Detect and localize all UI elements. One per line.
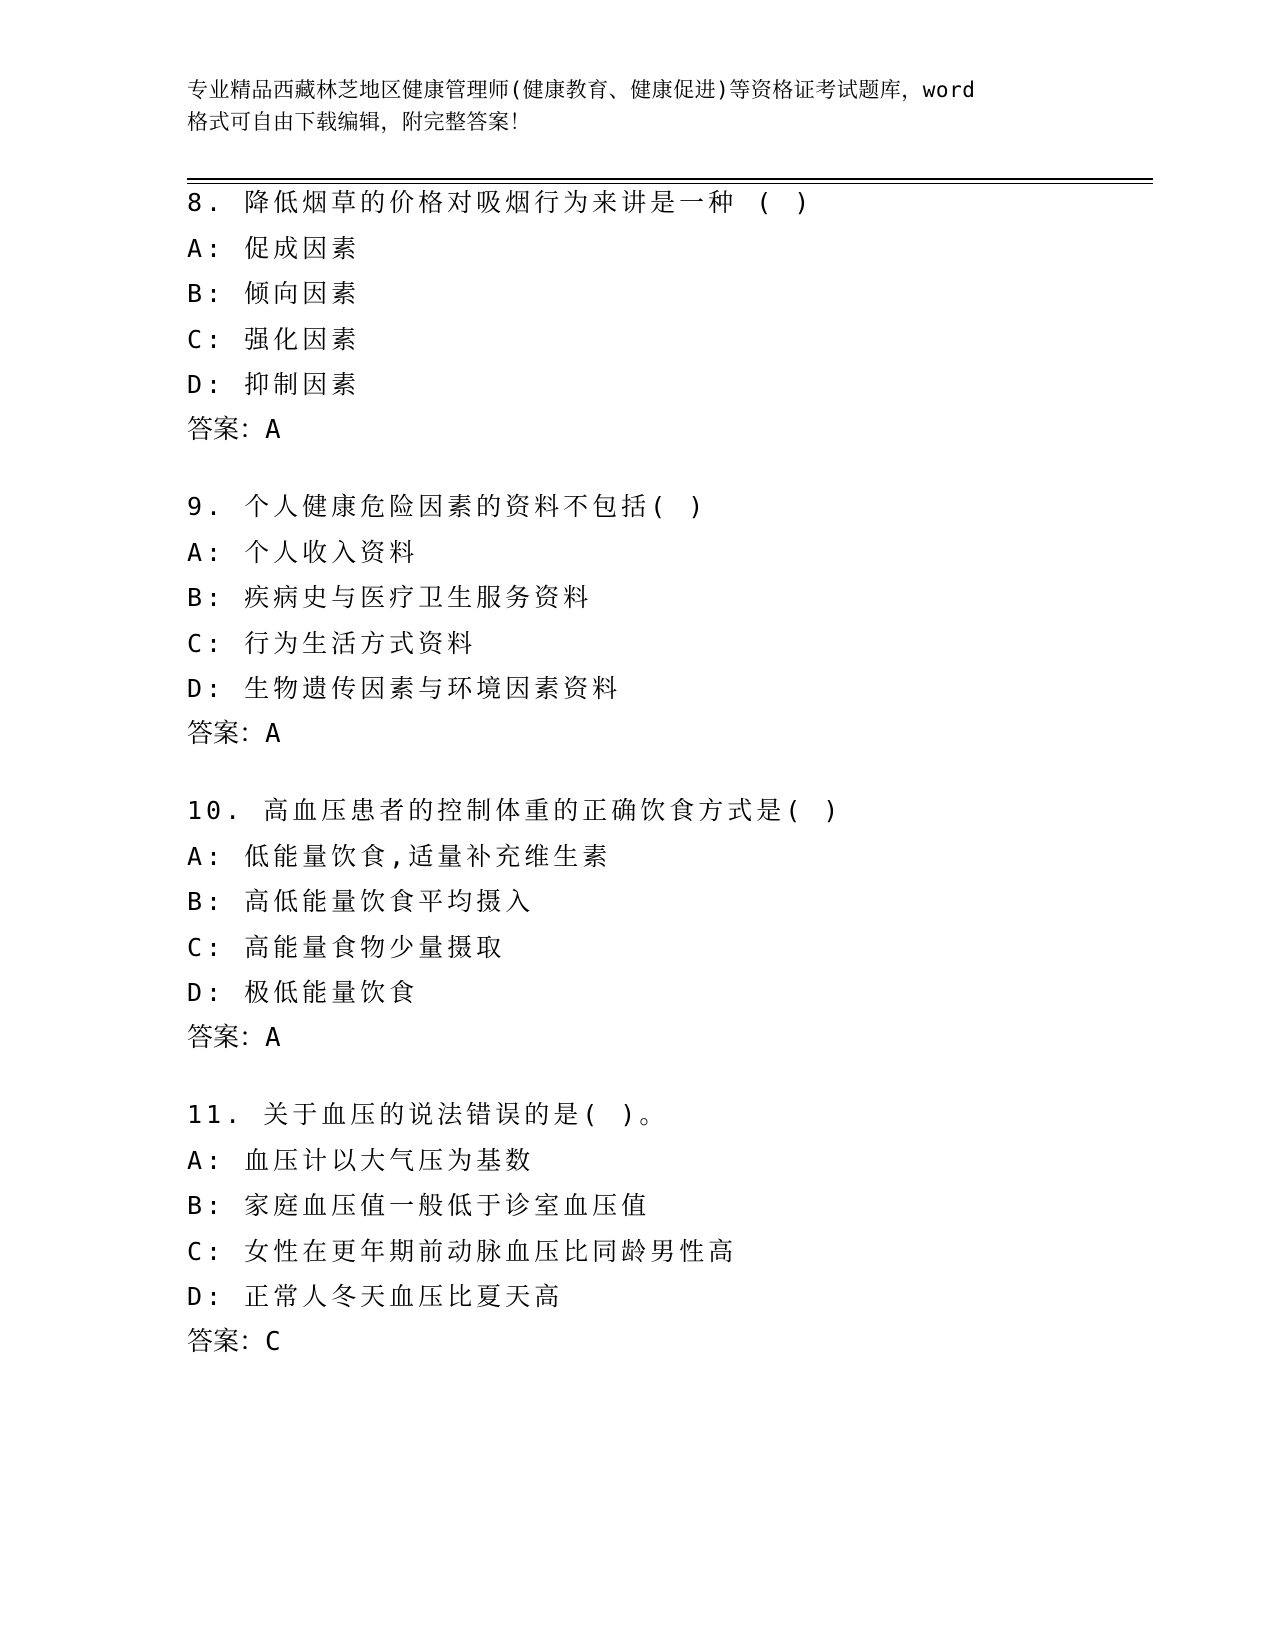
- option-d: D: 正常人冬天血压比夏天高: [187, 1282, 564, 1311]
- option-b: B: 倾向因素: [187, 279, 361, 308]
- header-line-2: 格式可自由下载编辑，附完整答案！: [187, 110, 531, 134]
- answer-line: [187, 1320, 1187, 1366]
- answer-value: A: [265, 718, 281, 749]
- header-line-1: 专业精品西藏林芝地区健康管理师(健康教育、健康促进)等资格证考试题库，word: [187, 78, 976, 102]
- option-a: A: 个人收入资料: [187, 537, 419, 567]
- question-title: 11. 关于血压的说法错误的是( )。: [187, 1100, 669, 1129]
- option-d: D: 抑制因素: [187, 370, 361, 399]
- answer-line: [187, 1016, 1187, 1062]
- option-d: D: 生物遗传因素与环境因素资料: [187, 674, 622, 703]
- question-title: 8. 降低烟草的价格对吸烟行为来讲是一种 ( ): [187, 188, 814, 217]
- option-b: B: 家庭血压值一般低于诊室血压值: [187, 1191, 651, 1220]
- option-b: B: 疾病史与医疗卫生服务资料: [187, 583, 593, 612]
- answer-line: [187, 712, 1187, 758]
- question-block: [187, 484, 1187, 757]
- answer-label: 答案：: [187, 414, 266, 445]
- option-c: C: 行为生活方式资料: [187, 628, 477, 658]
- option-a: A: 血压计以大气压为基数: [187, 1145, 535, 1175]
- answer-value: A: [265, 1022, 281, 1053]
- option-c: C: 女性在更年期前动脉血压比同龄男性高: [187, 1236, 738, 1266]
- question-title: 9. 个人健康危险因素的资料不包括( ): [187, 492, 708, 521]
- option-c: C: 高能量食物少量摄取: [187, 932, 506, 962]
- answer-label: 答案：: [187, 1022, 266, 1053]
- document-header: [187, 74, 1087, 138]
- option-b: B: 高低能量饮食平均摄入: [187, 887, 535, 916]
- option-c: C: 强化因素: [187, 324, 361, 354]
- question-block: [187, 788, 1187, 1061]
- answer-label: 答案：: [187, 1326, 266, 1357]
- option-a: A: 促成因素: [187, 233, 361, 263]
- question-block: [187, 1092, 1187, 1365]
- option-a: A: 低能量饮食,适量补充维生素: [187, 841, 612, 871]
- answer-line: [187, 408, 1187, 454]
- answer-value: A: [265, 414, 281, 445]
- answer-value: C: [265, 1326, 281, 1357]
- question-title: 10. 高血压患者的控制体重的正确饮食方式是( ): [187, 796, 843, 825]
- question-block: [187, 180, 1187, 453]
- option-d: D: 极低能量饮食: [187, 978, 419, 1007]
- answer-label: 答案：: [187, 718, 266, 749]
